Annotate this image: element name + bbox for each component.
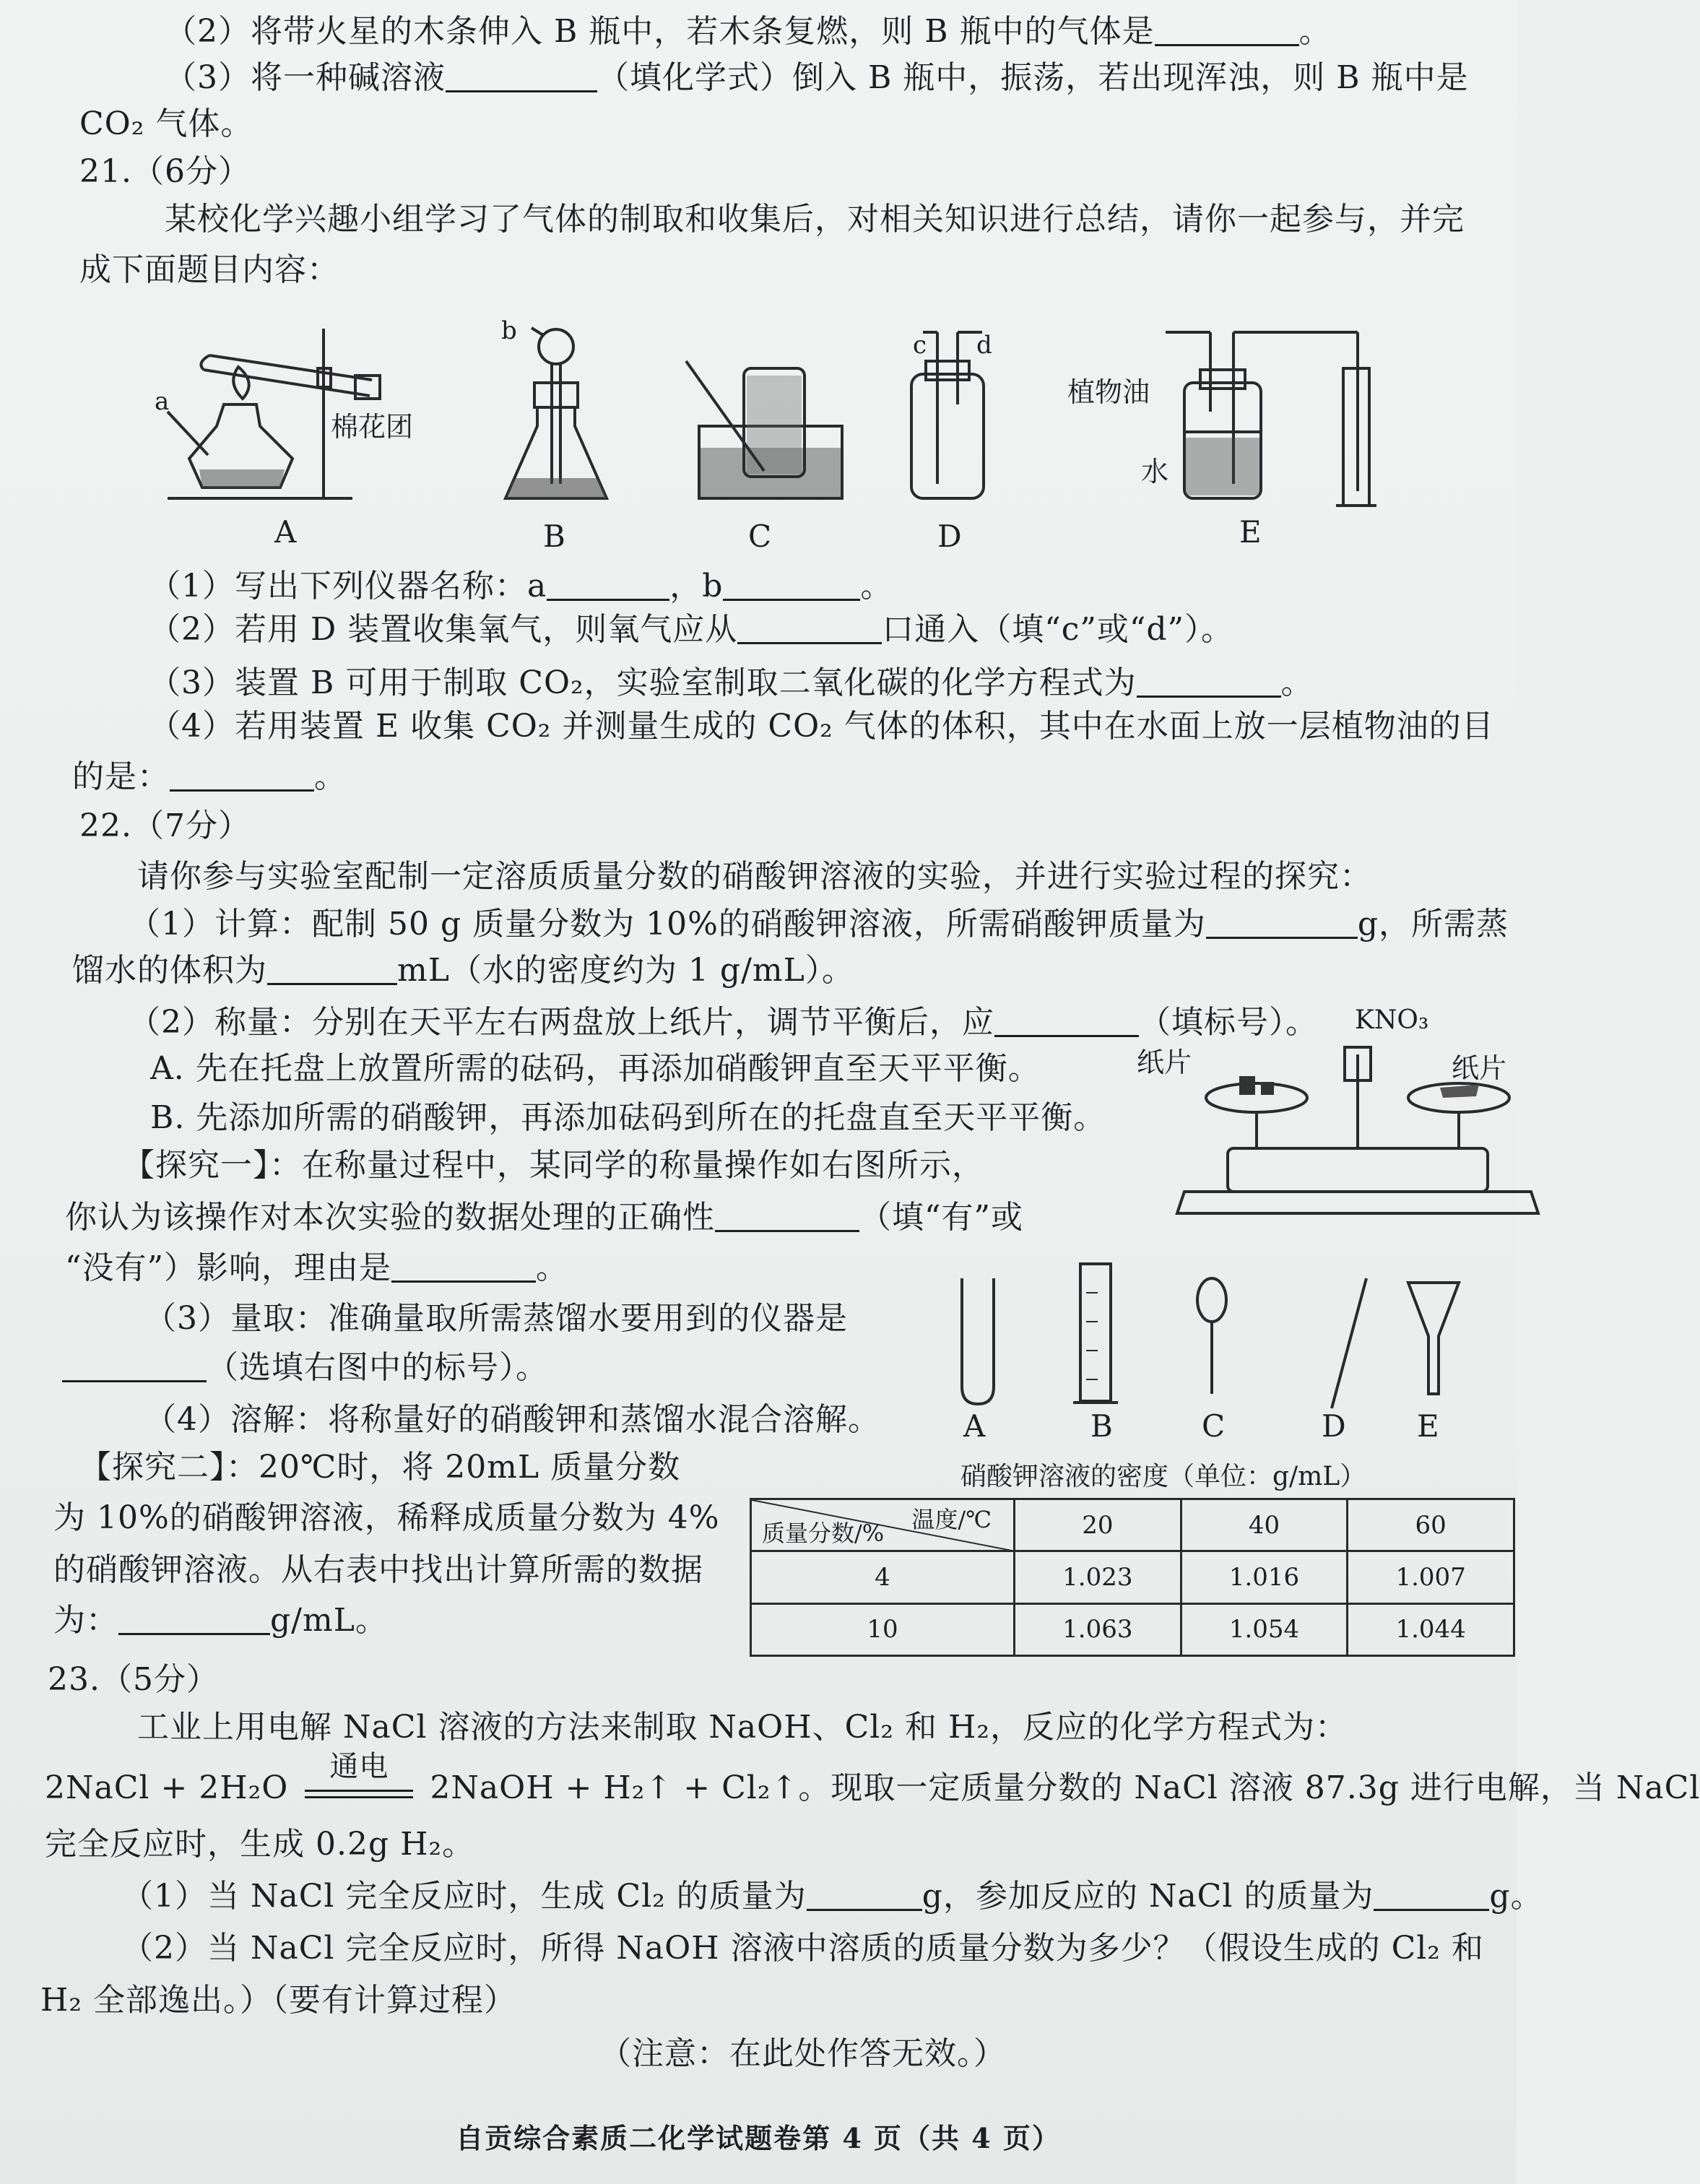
q22-explore1-text-b: 你认为该操作对本次实验的数据处理的正确性 — [65, 1199, 715, 1236]
q23-1 — [121, 1875, 1543, 1918]
q23-1-text-a: （1）当 NaCl 完全反应时，生成 Cl₂ 的质量为 — [121, 1878, 807, 1915]
label-vegetable-oil: 植物油 — [1067, 376, 1150, 408]
q22-3-text-b: （选填右图中的标号）。 — [207, 1349, 548, 1386]
q23-1-text-b: g，参加反应的 NaCl 的质量为 — [921, 1878, 1374, 1915]
label-paper-right: 纸片 — [1452, 1052, 1507, 1084]
q22-explore2-text-d: 为： — [53, 1602, 118, 1639]
q22-1-text-d: mL（水的密度约为 1 g/mL）。 — [397, 952, 854, 989]
q23-heading: 23.（5分） — [48, 1661, 219, 1698]
instruments-figure — [953, 1249, 1473, 1416]
q22-explore2-line3: 的硝酸钾溶液。从右表中找出计算所需的数据 — [53, 1551, 703, 1588]
q20-part2 — [165, 10, 1332, 53]
header-mass-fraction: 质量分数/% — [762, 1520, 885, 1548]
answer-blank[interactable] — [1374, 1880, 1489, 1911]
q22-explore2-line2: 为 10%的硝酸钾溶液，稀释成质量分数为 4% — [53, 1499, 720, 1536]
answer-note: （注意：在此处作答无效。） — [599, 2035, 1006, 2072]
answer-blank[interactable] — [547, 570, 669, 601]
page-footer: 自贡综合素质二化学试题卷第 4 页（共 4 页） — [456, 2122, 1061, 2154]
table-cell: 1.023 — [1015, 1551, 1181, 1603]
q20-part3-cont: CO₂ 气体。 — [79, 105, 253, 142]
equation-reactants: 2NaCl + 2H₂O — [45, 1769, 289, 1806]
q21-3-text-a: （3）装置 B 可用于制取 CO₂，实验室制取二氧化碳的化学方程式为 — [149, 664, 1137, 701]
q21-intro-1: 某校化学兴趣小组学习了气体的制取和收集后，对相关知识进行总结，请你一起参与，并完 — [165, 201, 1465, 238]
q20-part3-text-b: （填化学式）倒入 B 瓶中，振荡，若出现浑浊，则 B 瓶中是 — [597, 59, 1469, 96]
q21-2 — [149, 608, 1233, 651]
equation-condition: 通电 — [329, 1750, 389, 1783]
equation-products: 2NaOH + H₂↑ + Cl₂↑。现取一定质量分数的 NaCl 溶液 87.3g 进行电解，当 NaCl — [430, 1769, 1700, 1806]
q22-1-text-b: g，所需蒸 — [1357, 906, 1509, 942]
apparatus-letter-a: A — [274, 514, 297, 550]
q23-2-line2: H₂ 全部逸出。）（要有计算过程） — [40, 1982, 516, 2019]
instrument-letter-b: B — [1090, 1408, 1113, 1444]
q23-intro: 工业上用电解 NaCl 溶液的方法来制取 NaOH、Cl₂ 和 H₂，反应的化学方程式为： — [137, 1709, 1348, 1746]
instrument-letter-a: A — [963, 1408, 986, 1444]
q21-3-text-b: 。 — [1280, 664, 1314, 701]
equation-double-line — [305, 1790, 413, 1798]
answer-blank[interactable] — [170, 760, 314, 792]
q21-1 — [149, 565, 893, 608]
answer-blank[interactable] — [723, 570, 860, 601]
q21-heading: 21.（6分） — [79, 153, 251, 190]
table-row-header: 4 — [751, 1551, 1015, 1603]
q22-1-line2 — [72, 949, 854, 992]
q22-explore1-line1: 【探究一】：在称量过程中，某同学的称量操作如右图所示， — [123, 1147, 984, 1184]
table-header-row — [751, 1499, 1514, 1551]
table-cell: 1.044 — [1348, 1603, 1514, 1655]
apparatus-letter-b: B — [543, 519, 565, 554]
equation-arrow — [305, 1750, 413, 1798]
q22-2-text-a: （2）称量：分别在天平左右两盘放上纸片，调节平衡后，应 — [129, 1004, 994, 1041]
q21-4-line1: （4）若用装置 E 收集 CO₂ 并测量生成的 CO₂ 气体的体积，其中在水面上放一层植物油的目 — [149, 708, 1494, 745]
q21-4-line2 — [72, 755, 347, 799]
apparatus-letter-c: C — [748, 519, 772, 554]
q20-part3-text-a: （3）将一种碱溶液 — [165, 59, 446, 96]
apparatus-b-drawing — [506, 328, 607, 498]
q21-intro-2: 成下面题目内容： — [79, 251, 339, 288]
q23-line2: 完全反应时，生成 0.2g H₂。 — [45, 1826, 475, 1863]
answer-blank[interactable] — [391, 1252, 536, 1283]
answer-blank[interactable] — [267, 954, 397, 985]
table-cell: 1.016 — [1181, 1551, 1348, 1603]
answer-blank[interactable] — [715, 1201, 859, 1232]
q22-3-line2 — [62, 1346, 548, 1390]
table-row — [751, 1551, 1514, 1603]
table-cell: 1.007 — [1348, 1551, 1514, 1603]
q22-4: （4）溶解：将称量好的硝酸钾和蒸馏水混合溶解。 — [144, 1401, 880, 1438]
label-paper-left: 纸片 — [1137, 1046, 1192, 1078]
table-corner-cell — [751, 1499, 1015, 1551]
q22-explore1-text-e: 。 — [536, 1249, 568, 1286]
label-b: b — [501, 316, 517, 345]
table-cell: 1.063 — [1015, 1603, 1181, 1655]
q22-explore1-text-d: “没有”）影响，理由是 — [65, 1249, 391, 1286]
q22-option-b: B. 先添加所需的硝酸钾，再添加砝码到所在的托盘直至天平平衡。 — [150, 1099, 1106, 1136]
answer-blank[interactable] — [62, 1351, 207, 1382]
apparatus-letter-d: D — [937, 519, 962, 554]
answer-blank[interactable] — [807, 1880, 922, 1911]
q23-2-line1: （2）当 NaCl 完全反应时，所得 NaOH 溶液中溶质的质量分数为多少？（假设生成的 Cl₂ 和 — [121, 1930, 1484, 1967]
q21-2-text-a: （2）若用 D 装置收集氧气，则氧气应从 — [149, 611, 738, 648]
instrument-letter-c: C — [1202, 1408, 1226, 1444]
q22-explore1-line2 — [65, 1196, 1023, 1239]
q22-1-text-c: 馏水的体积为 — [72, 952, 267, 989]
q22-heading: 22.（7分） — [79, 807, 251, 844]
q21-2-text-b: 口通入（填“c”或“d”）。 — [882, 611, 1234, 648]
table-header-cell: 20 — [1015, 1499, 1181, 1551]
q22-explore2-text-e: g/mL。 — [270, 1602, 388, 1639]
header-temperature: 温度/℃ — [911, 1506, 992, 1533]
q21-1-text-a: （1）写出下列仪器名称：a — [149, 568, 547, 604]
answer-blank[interactable] — [118, 1604, 270, 1635]
answer-blank[interactable] — [1137, 667, 1281, 698]
q22-intro: 请你参与实验室配制一定溶质质量分数的硝酸钾溶液的实验，并进行实验过程的探究： — [137, 858, 1372, 895]
label-cotton: 棉花团 — [331, 411, 414, 443]
table-row — [751, 1603, 1514, 1655]
apparatus-e-drawing — [1166, 332, 1376, 506]
label-a: a — [155, 387, 170, 416]
instrument-letter-e: E — [1417, 1408, 1439, 1444]
q20-part2-end: 。 — [1298, 13, 1332, 50]
table-cell: 1.054 — [1181, 1603, 1348, 1655]
q22-1-text-a: （1）计算：配制 50 g 质量分数为 10%的硝酸钾溶液，所需硝酸钾质量为 — [129, 906, 1206, 942]
q21-3 — [149, 662, 1314, 705]
label-kno3: KNO₃ — [1355, 1005, 1429, 1035]
label-c: c — [913, 331, 927, 360]
answer-blank[interactable] — [1206, 908, 1358, 939]
answer-blank[interactable] — [446, 61, 597, 92]
q20-part2-text: （2）将带火星的木条伸入 B 瓶中，若木条复燃，则 B 瓶中的气体是 — [165, 13, 1155, 50]
label-water: 水 — [1141, 456, 1169, 488]
q22-explore1-text-c: （填“有”或 — [859, 1199, 1023, 1236]
answer-blank[interactable] — [994, 1006, 1139, 1037]
q20-part3 — [165, 56, 1469, 100]
q22-2-text-b: （填标号）。 — [1139, 1004, 1318, 1041]
answer-blank[interactable] — [1155, 15, 1299, 46]
q22-explore2-line4 — [53, 1599, 388, 1642]
table-header-cell: 40 — [1181, 1499, 1348, 1551]
density-table — [750, 1498, 1515, 1657]
q22-2 — [129, 1001, 1318, 1044]
label-d: d — [976, 331, 992, 360]
q21-4-text-b: 的是： — [72, 758, 170, 795]
q22-explore2-line1: 【探究二】：20℃时，将 20mL 质量分数 — [79, 1449, 681, 1486]
q21-1-text-c: 。 — [860, 568, 893, 604]
q23-equation — [45, 1750, 1700, 1810]
table-caption: 硝酸钾溶液的密度（单位：g/mL） — [960, 1462, 1366, 1491]
table-header-cell: 60 — [1348, 1499, 1514, 1551]
instrument-letter-d: D — [1322, 1408, 1346, 1444]
q21-4-text-c: 。 — [314, 758, 347, 795]
table-row-header: 10 — [751, 1603, 1015, 1655]
q22-explore1-line3 — [65, 1247, 568, 1290]
apparatus-letter-e: E — [1239, 514, 1262, 550]
q22-3-line1: （3）量取：准确量取所需蒸馏水要用到的仪器是 — [144, 1300, 848, 1337]
q21-1-text-b: ，b — [669, 568, 724, 604]
answer-blank[interactable] — [737, 613, 882, 644]
apparatus-c-drawing — [686, 361, 842, 498]
q22-option-a: A. 先在托盘上放置所需的砝码，再添加硝酸钾直至天平平衡。 — [150, 1050, 1041, 1087]
q23-1-text-c: g。 — [1489, 1878, 1543, 1915]
q22-1-line1 — [129, 903, 1509, 946]
